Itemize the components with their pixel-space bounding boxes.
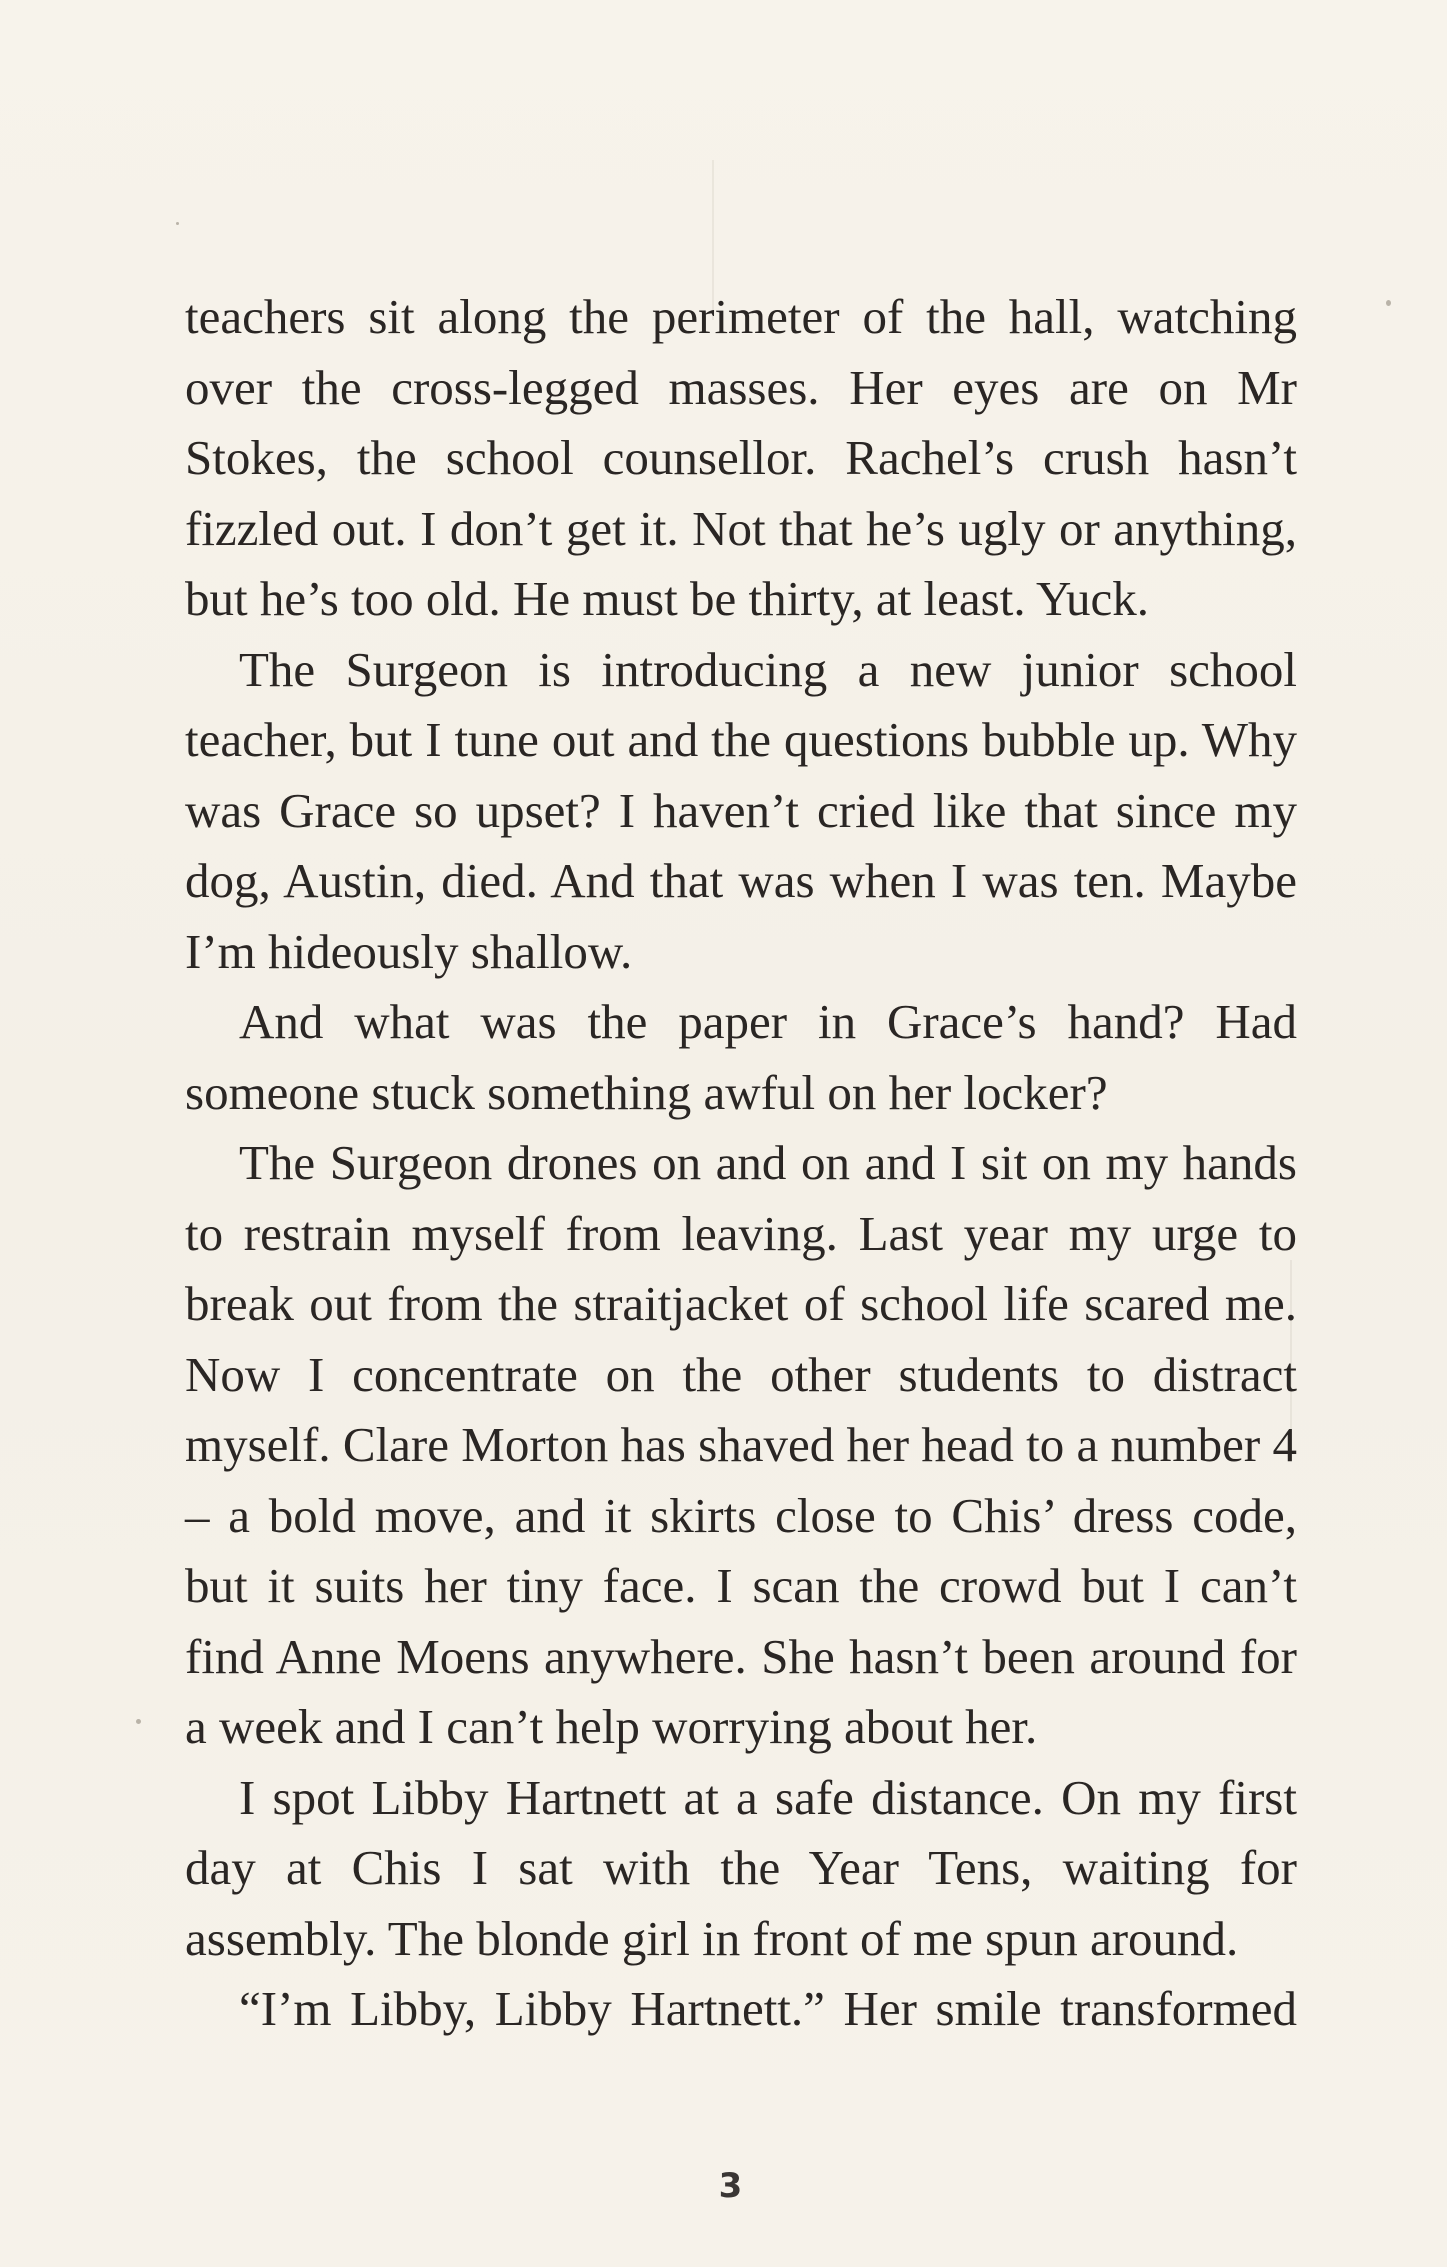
paragraph: The Surgeon drones on and on and I sit on my hands to restrain myself from leaving. Last year my urge to break out from the straitjacket of school life scared me. Now I concentrate on the other students to distract myself. Clare Morton has shaved her head to a number 4 – a bold move, and it skirts close to Chis’ dress code, but it suits her tiny face. I scan the crowd but I can’t find Anne Moens anywhere. She hasn’t been around for a week and I can’t help worrying about her. xyxy=(185,1135,1297,1754)
paragraph: The Surgeon is introducing a new junior school teacher, but I tune out and the questions bubble up. Why was Grace so upset? I haven’t cried like that since my dog, Austin, died. And that was when I was ten. Maybe I’m hideously shallow. xyxy=(185,641,1297,979)
paragraph: And what was the paper in Grace’s hand? Had someone stuck something awful on her locker? xyxy=(185,994,1297,1120)
paper-speck xyxy=(136,1719,141,1724)
paper-speck xyxy=(1386,300,1391,306)
paragraph: teachers sit along the perimeter of the hall, watching over the cross-legged masses. Her eyes are on Mr Stokes, the school counsellor. Rachel’s crush hasn’t fizzled out. I don’t get it. Not that he’s ugly or anything, but he’s too old. He must be thirty, at least. Yuck. xyxy=(185,289,1297,626)
paper-speck xyxy=(176,222,179,225)
paragraph: I spot Libby Hartnett at a safe distance. On my first day at Chis I sat with the Year Tens, waiting for assembly. The blonde girl in front of me spun around. xyxy=(185,1769,1297,1966)
body-text xyxy=(185,282,1297,2045)
paragraph: “I’m Libby, Libby Hartnett.” Her smile transformed xyxy=(239,1981,1297,2036)
page-number: 3 xyxy=(718,2166,743,2206)
